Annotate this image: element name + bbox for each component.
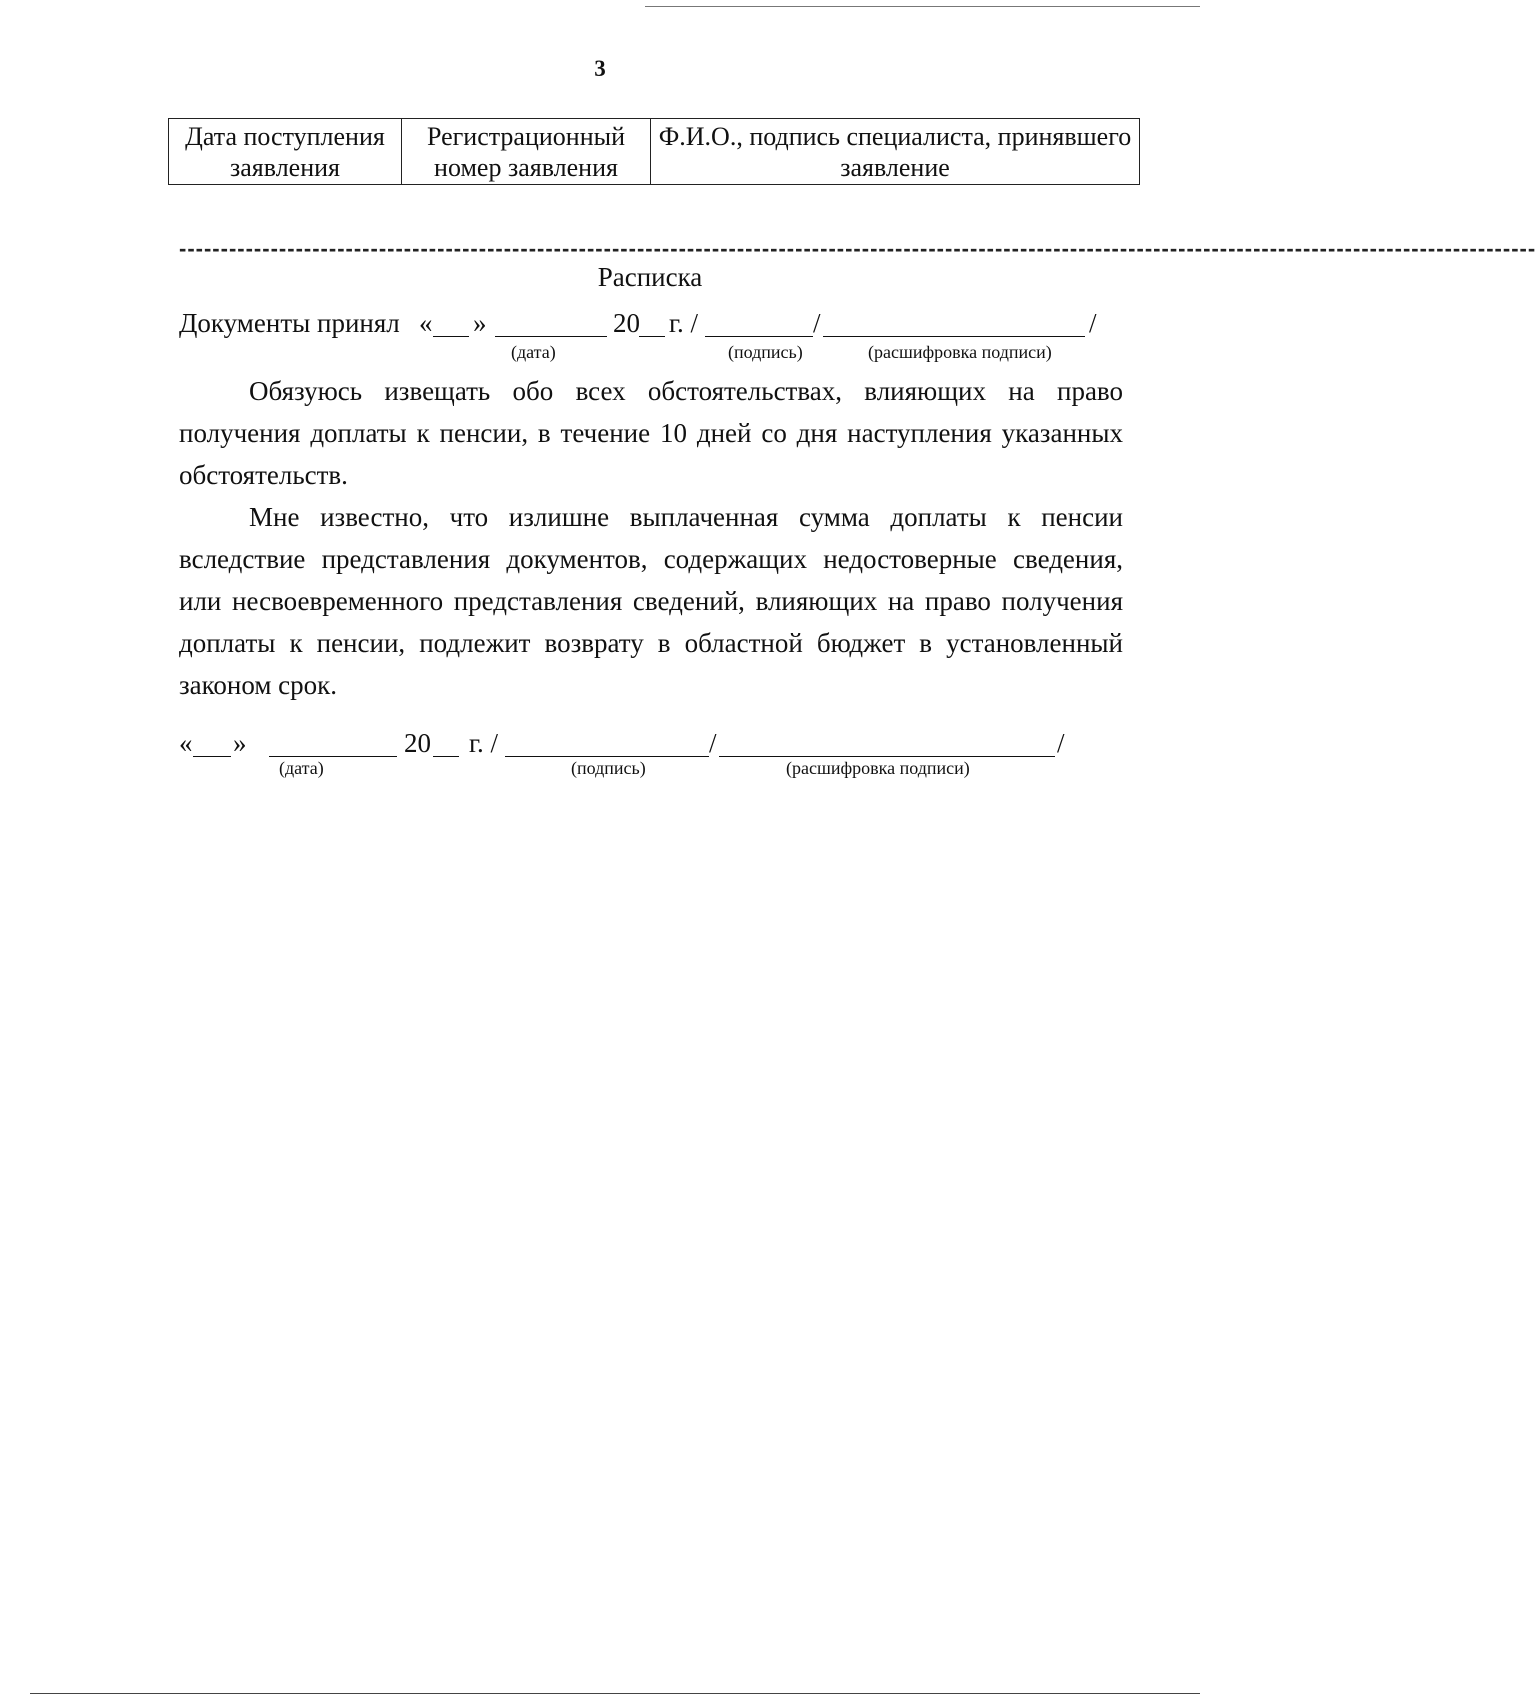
quote-close: » [473, 308, 487, 338]
caption-decoding: (расшифровка подписи) [786, 758, 970, 778]
accepted-label: Документы принял [179, 308, 400, 338]
caption-signature: (подпись) [571, 758, 646, 778]
cut-line: ------------------------------------------------------------------------------------------------------------------------------------------------------------------- [179, 236, 1536, 261]
bottom-scan-edge [30, 1693, 1200, 1694]
year-blank[interactable] [433, 730, 459, 757]
year-suffix: г. / [469, 728, 499, 758]
decoding-blank[interactable] [823, 310, 1085, 337]
slash: / [709, 728, 717, 758]
caption-date: (дата) [511, 342, 556, 362]
top-scan-edge [645, 6, 1200, 7]
caption-date: (дата) [279, 758, 324, 778]
table-row [169, 119, 1140, 185]
signature-blank[interactable] [705, 310, 813, 337]
day-blank[interactable] [433, 310, 469, 337]
page-number: 3 [594, 56, 606, 81]
registration-number-header: Регистрационный номер заявления [402, 119, 651, 185]
year-blank[interactable] [639, 310, 665, 337]
receipt-signature-row [179, 308, 1119, 342]
year-prefix: 20 [404, 728, 431, 758]
caption-signature: (подпись) [728, 342, 803, 362]
month-blank[interactable] [269, 730, 397, 757]
awareness-paragraph: Мне известно, что излишне выплаченная сумма доплаты к пенсии вследствие представления документов, содержащих недостоверные сведения, или несвоевременного представления сведений, влияющих на право получения доплаты к пенсии, подлежит возврату в областной бюджет в установленный законом срок. [179, 502, 1123, 700]
month-blank[interactable] [495, 310, 607, 337]
day-blank[interactable] [193, 730, 231, 757]
slash: / [813, 308, 821, 338]
obligation-paragraph: Обязуюсь извещать обо всех обстоятельствах, влияющих на право получения доплаты к пенсии, в течение 10 дней со дня наступления указанных обстоятельств. [179, 376, 1123, 490]
registration-table [168, 118, 1140, 185]
year-suffix: г. / [669, 308, 699, 338]
signature-blank[interactable] [505, 730, 709, 757]
year-prefix: 20 [613, 308, 640, 338]
slash-end: / [1089, 308, 1097, 338]
slash-end: / [1057, 728, 1065, 758]
final-signature-row [179, 728, 1119, 762]
specialist-signature-header: Ф.И.О., подпись специалиста, принявшего заявление [651, 119, 1140, 185]
quote-open: « [179, 728, 193, 758]
received-date-header: Дата поступления заявления [169, 119, 402, 185]
caption-decoding: (расшифровка подписи) [868, 342, 1052, 362]
decoding-blank[interactable] [719, 730, 1055, 757]
quote-open: « [419, 308, 433, 338]
receipt-title: Расписка [597, 262, 703, 292]
quote-close: » [233, 728, 247, 758]
